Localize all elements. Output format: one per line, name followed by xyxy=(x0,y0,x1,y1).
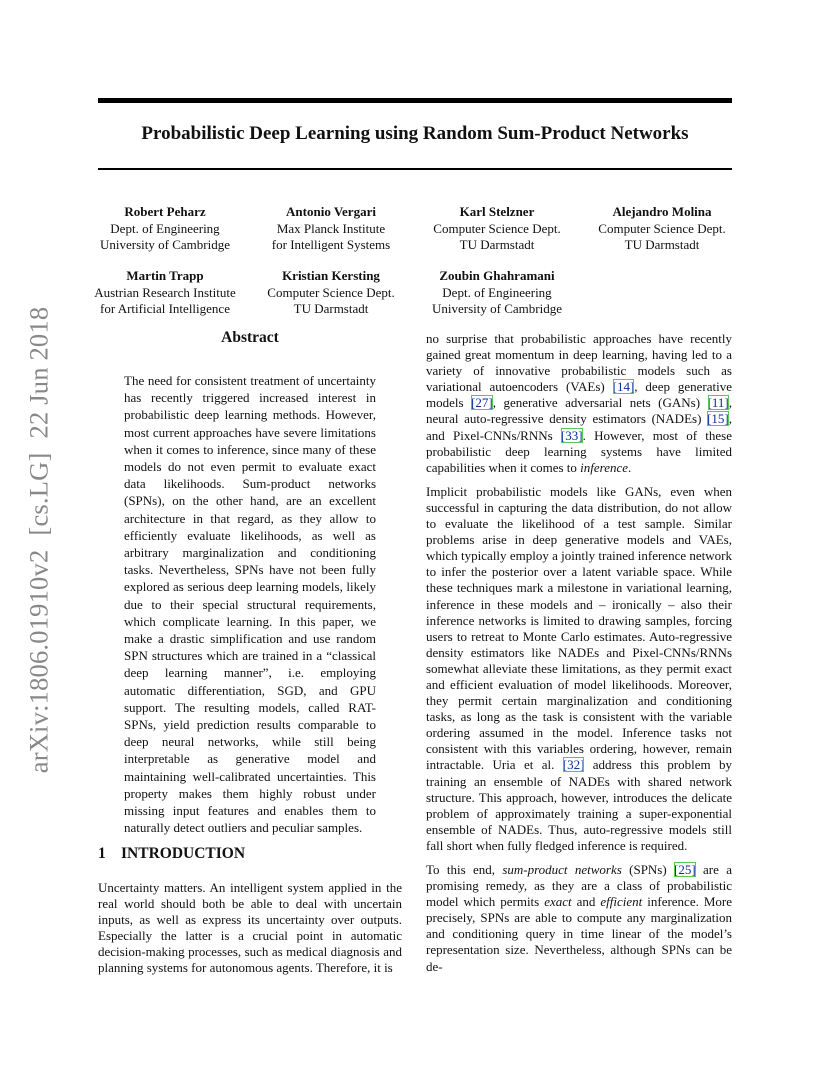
author-name: Robert Peharz xyxy=(124,204,206,219)
text-run: To this end, xyxy=(426,862,503,877)
text-run: , deep generative models xyxy=(426,379,732,411)
author-affiliation: University of Cambridge xyxy=(100,237,230,252)
author-affiliation: Computer Science Dept. xyxy=(598,220,726,236)
intro-paragraph: Uncertainty matters. An intelligent system applied in the real world should both be able to deal with uncertain inputs, as well as express its uncertainty over outputs. Especially the latter is a crucial point in automatic decision-making processes, such as medical diagnosis and planning systems for autonomous agents. Therefore, it is xyxy=(98,880,402,976)
emphasis-text: sum-product networks xyxy=(502,862,622,877)
arxiv-id: arXiv:1806.01910v2 xyxy=(23,549,54,774)
text-run: address this problem by training an ensemble of NADEs with shared network structure. This approach, however, introduces the delicate problem of approximately training a super-exponential ensemble of NADEs. Thus, auto-regressive models still fall short when fully fledged inference is required. xyxy=(426,757,732,853)
author-affiliation: University of Cambridge xyxy=(432,301,562,316)
top-rule xyxy=(98,98,732,103)
text-run: no surprise that probabilistic approaches have recently gained great momentum in deep learning, having led to a variety of innovative probabilistic models such as variational autoencoders (VAEs) xyxy=(426,331,732,395)
author-block xyxy=(412,204,582,254)
emphasis-text: inference xyxy=(580,459,629,475)
author-name: Antonio Vergari xyxy=(286,204,376,219)
author-name: Alejandro Molina xyxy=(612,204,712,219)
abstract-heading: Abstract xyxy=(221,329,279,346)
abstract-text: The need for consistent treatment of uncertainty has recently triggered increased interest in probabilistic deep learning methods. However, most current approaches have severe limitations when it comes to inference, since many of these models do not even permit to evaluate exact data likelihoods. Sum-product networks (SPNs), on the other hand, are an excellent architecture in that regard, as they allow to efficiently evaluate likelihoods, as well as arbitrary marginalization and conditioning tasks. Nevertheless, SPNs have not been fully explored as serious deep learning models, likely due to their special structural requirements, which complicate learning. In this paper, we make a drastic simplification and use random SPN structures which are trained in a “classical deep learning manner”, i.e. employing automatic differentiation, SGD, and GPU support. The resulting models, called RAT-SPNs, yield prediction results comparable to deep neural networks, while still being interpretable as generative model and maintaining well-calibrated uncertainties. This property makes them highly robust under missing input features and enables them to naturally detect outliers and peculiar samples. xyxy=(124,373,376,836)
citation-link[interactable]: [14] xyxy=(612,379,635,395)
author-affiliation: Computer Science Dept. xyxy=(267,284,395,300)
body-paragraph xyxy=(426,862,732,975)
author-name: Kristian Kersting xyxy=(282,268,380,283)
author-affiliation: for Intelligent Systems xyxy=(271,237,391,252)
author-block xyxy=(412,268,582,318)
paper-title: Probabilistic Deep Learning using Random Sum-Product Networks xyxy=(141,123,689,144)
author-name: Zoubin Ghahramani xyxy=(439,268,555,283)
author-name: Martin Trapp xyxy=(126,268,204,283)
text-run: are a promising remedy, as they are a class of probabilistic model which permits xyxy=(426,862,732,910)
arxiv-category: [cs.LG] xyxy=(23,452,54,536)
text-run: and xyxy=(571,894,601,910)
text-run: , generative adversarial nets (GANs) xyxy=(492,395,708,411)
author-name: Karl Stelzner xyxy=(459,204,535,219)
citation-link[interactable]: [15] xyxy=(707,411,729,427)
body-paragraph xyxy=(426,484,732,854)
text-run: (SPNs) xyxy=(621,862,675,877)
text-run: , and Pixel-CNNs/RNNs xyxy=(426,411,732,443)
emphasis-text: efficient xyxy=(600,894,643,910)
text-run: . However, most of these probabilistic deep learning systems have limited capabilities when it comes to xyxy=(426,427,732,475)
citation-link[interactable]: [25] xyxy=(674,862,696,877)
intro-left-column xyxy=(98,880,402,977)
author-block xyxy=(80,268,250,318)
author-affiliation: Computer Science Dept. xyxy=(433,220,561,236)
text-run: . xyxy=(628,459,632,475)
text-run: Implicit probabilistic models like GANs, even when successful in capturing the data distribution, do not allow to evaluate the likelihood of a test sample. Similar problems arise in deep generative models and VAEs, which typically employ a jointly trained inference network to infer the posterior over a latent variable space. While these techniques mark a milestone in variational learning, inference in these models and – ironically – also their inference networks is limited to drawing samples, forcing users to retreat to Monte Carlo estimates. Auto-regressive density estimators like NADEs and Pixel-CNNs/RNNs somewhat alleviate these limitations, as they permit exact and efficient evaluation of model likelihoods. Moreover, they permit certain marginalization and conditioning tasks, as long as the task is consistent with the variable ordering assumed in the model. Inference tasks not consistent with this variables ordering, however, remain intractable. Uria et al. xyxy=(426,483,732,773)
citation-link[interactable]: [27] xyxy=(471,395,493,411)
citation-link[interactable]: [32] xyxy=(562,757,585,773)
arxiv-stamp xyxy=(24,307,55,774)
emphasis-text: exact xyxy=(544,894,572,910)
citation-link[interactable]: [33] xyxy=(560,427,583,443)
section-number: 1 xyxy=(98,845,106,862)
citation-link[interactable]: [11] xyxy=(707,395,729,411)
arxiv-date: 22 Jun 2018 xyxy=(23,306,54,439)
author-affiliation: TU Darmstadt xyxy=(459,237,535,252)
author-affiliation: for Artificial Intelligence xyxy=(100,301,230,316)
author-affiliation: TU Darmstadt xyxy=(624,237,700,252)
section-heading xyxy=(98,845,245,863)
author-block xyxy=(246,268,416,318)
body-paragraph xyxy=(426,331,732,476)
text-run: inference. More precisely, SPNs are able to compute any marginalization and conditioning query in time linear of the model’s representation size. Nevertheless, although SPNs can be de- xyxy=(426,894,732,974)
text-run: , neural auto-regressive density estimators (NADEs) xyxy=(426,395,732,427)
right-column xyxy=(426,331,732,975)
author-affiliation: Dept. of Engineering xyxy=(110,220,220,236)
author-affiliation: Dept. of Engineering xyxy=(442,284,552,300)
section-title: INTRODUCTION xyxy=(121,845,246,862)
author-affiliation: Max Planck Institute xyxy=(276,220,386,236)
author-block xyxy=(577,204,747,254)
author-affiliation: TU Darmstadt xyxy=(293,301,369,316)
author-block xyxy=(246,204,416,254)
author-affiliation: Austrian Research Institute xyxy=(94,284,236,300)
author-block xyxy=(80,204,250,254)
title-rule xyxy=(98,168,732,170)
